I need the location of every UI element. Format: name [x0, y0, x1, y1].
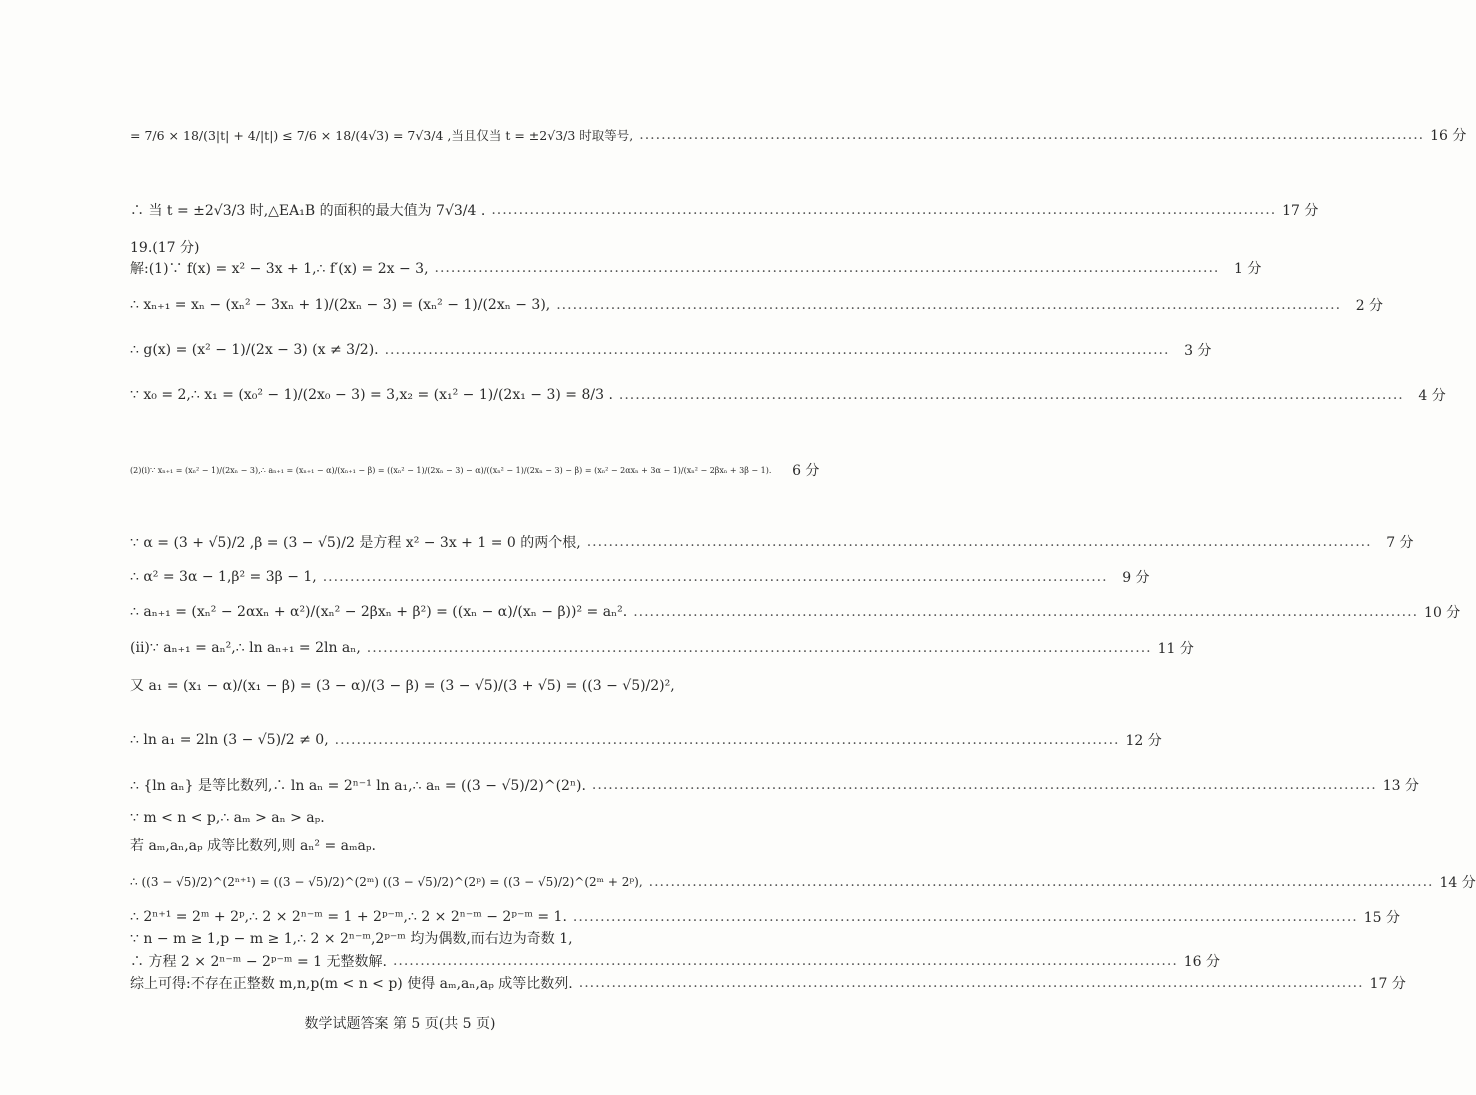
- solution-line: [130, 835, 700, 855]
- leader-dots: [335, 732, 1120, 748]
- solution-line: [130, 675, 700, 695]
- leader-dots: [491, 202, 1276, 218]
- solution-line-expression: ∵ m < n < p,∴ aₘ > aₙ > aₚ.: [130, 810, 325, 826]
- solution-line-expression: ∴ α² = 3α − 1,β² = 3β − 1,: [130, 569, 317, 585]
- leader-dots: [367, 640, 1152, 656]
- leader-dots: [587, 534, 1372, 550]
- score-label: 12 分: [1125, 733, 1162, 749]
- solution-line-expression: ∴ {ln aₙ} 是等比数列,∴ ln aₙ = 2ⁿ⁻¹ ln a₁,∴ aₙ = ((3 − √5)/2)^(2ⁿ).: [130, 778, 586, 794]
- score-label: 3 分: [1184, 343, 1212, 359]
- solution-line-expression: 19.(17 分): [130, 240, 200, 256]
- solution-line: [130, 567, 1150, 587]
- solution-line: [130, 460, 820, 480]
- solution-line: [130, 237, 700, 257]
- score-label: 1 分: [1234, 261, 1262, 277]
- solution-line-expression: ∴ 2ⁿ⁺¹ = 2ᵐ + 2ᵖ,∴ 2 × 2ⁿ⁻ᵐ = 1 + 2ᵖ⁻ᵐ,∴ 2 × 2ⁿ⁻ᵐ − 2ᵖ⁻ᵐ = 1.: [130, 909, 567, 925]
- score-label: 9 分: [1122, 570, 1150, 586]
- solution-line: [130, 532, 1414, 552]
- leader-dots: [393, 953, 1178, 969]
- leader-dots: [649, 874, 1434, 890]
- solution-line: [130, 200, 1319, 220]
- solution-line-expression: = 7/6 × 18/(3|t| + 4/|t|) ≤ 7/6 × 18/(4√3) = 7√3/4 ,当且仅当 t = ±2√3/3 时取等号,: [130, 128, 634, 143]
- score-label: 15 分: [1363, 910, 1400, 926]
- page-footer: 数学试题答案 第 5 页(共 5 页): [304, 1016, 496, 1032]
- solution-line-expression: ∴ 方程 2 × 2ⁿ⁻ᵐ − 2ᵖ⁻ᵐ = 1 无整数解.: [130, 954, 387, 970]
- solution-line-expression: ∴ ln a₁ = 2ln (3 − √5)/2 ≠ 0,: [130, 732, 329, 748]
- solution-line: [130, 295, 1384, 315]
- score-label: 10 分: [1424, 605, 1461, 621]
- solution-line-expression: 若 aₘ,aₙ,aₚ 成等比数列,则 aₙ² = aₘaₚ.: [130, 838, 376, 854]
- solution-line: [130, 810, 700, 826]
- solution-line: [130, 928, 700, 948]
- leader-dots: [579, 975, 1364, 991]
- solution-line-expression: ∴ 当 t = ±2√3/3 时,△EA₁B 的面积的最大值为 7√3/4 .: [130, 203, 486, 219]
- leader-dots: [619, 387, 1404, 403]
- solution-line-expression: ∴ xₙ₊₁ = xₙ − (xₙ² − 3xₙ + 1)/(2xₙ − 3) = (xₙ² − 1)/(2xₙ − 3),: [130, 297, 551, 313]
- leader-dots: [639, 127, 1424, 143]
- leader-dots: [435, 260, 1220, 276]
- score-label: 17 分: [1369, 976, 1406, 992]
- solution-line: [130, 973, 1406, 993]
- leader-dots: [323, 569, 1108, 585]
- solution-line: [130, 602, 1461, 622]
- score-label: 14 分: [1439, 875, 1476, 891]
- score-label: 13 分: [1382, 778, 1420, 794]
- score-label: 17 分: [1282, 203, 1319, 219]
- solution-line: [130, 258, 1262, 278]
- solution-line-expression: (2)(i)∵ xₙ₊₁ = (xₙ² − 1)/(2xₙ − 3),∴ aₙ₊₁ = (xₙ₊₁ − α)/(xₙ₊₁ − β) = ((xₙ² − 1)/(2xₙ − 3) − α)/((xₙ² − 1)/(2xₙ − 3) − β) = (xₙ² − 2αxₙ + 3α − 1)/(xₙ² − 2βxₙ + 3β − 1).: [130, 465, 772, 475]
- score-label: 4 分: [1418, 388, 1446, 404]
- solution-line-expression: ∵ α = (3 + √5)/2 ,β = (3 − √5)/2 是方程 x² − 3x + 1 = 0 的两个根,: [130, 535, 581, 551]
- solution-line-expression: ∵ x₀ = 2,∴ x₁ = (x₀² − 1)/(2x₀ − 3) = 3,x₂ = (x₁² − 1)/(2x₁ − 3) = 8/3 .: [130, 387, 613, 403]
- solution-line: [130, 907, 1400, 927]
- score-label: 16 分: [1430, 128, 1467, 144]
- solution-line-expression: ∴ ((3 − √5)/2)^(2ⁿ⁺¹) = ((3 − √5)/2)^(2ᵐ) ((3 − √5)/2)^(2ᵖ) = ((3 − √5)/2)^(2ᵐ + 2ᵖ),: [130, 875, 643, 889]
- solution-line-expression: ∴ aₙ₊₁ = (xₙ² − 2αxₙ + α²)/(xₙ² − 2βxₙ + β²) = ((xₙ − α)/(xₙ − β))² = aₙ².: [130, 604, 628, 620]
- solution-line: [130, 775, 1420, 795]
- leader-dots: [573, 909, 1358, 925]
- solution-line: [130, 385, 1446, 405]
- solution-line: [130, 872, 1476, 892]
- solution-line: [130, 951, 1221, 971]
- solution-line-expression: 解:(1)∵ f(x) = x² − 3x + 1,∴ f′(x) = 2x − 3,: [130, 261, 429, 277]
- score-label: 16 分: [1183, 954, 1221, 970]
- leader-dots: [556, 297, 1341, 313]
- leader-dots: [385, 342, 1170, 358]
- leader-dots: [592, 777, 1377, 793]
- solution-line-expression: 又 a₁ = (x₁ − α)/(x₁ − β) = (3 − α)/(3 − β) = (3 − √5)/(3 + √5) = ((3 − √5)/2)²,: [130, 678, 675, 694]
- score-label: 7 分: [1386, 535, 1414, 551]
- solution-line-expression: 综上可得:不存在正整数 m,n,p(m < n < p) 使得 aₘ,aₙ,aₚ 成等比数列.: [130, 976, 573, 992]
- solution-line: [130, 638, 1194, 658]
- solution-line: [130, 340, 1212, 360]
- leader-dots: [633, 604, 1418, 620]
- solution-line-expression: (ii)∵ aₙ₊₁ = aₙ²,∴ ln aₙ₊₁ = 2ln aₙ,: [130, 640, 361, 656]
- score-label: 6 分: [792, 463, 820, 479]
- solution-line: [130, 125, 1467, 145]
- score-label: 2 分: [1355, 298, 1384, 314]
- solution-line-expression: ∵ n − m ≥ 1,p − m ≥ 1,∴ 2 × 2ⁿ⁻ᵐ,2ᵖ⁻ᵐ 均为偶数,而右边为奇数 1,: [130, 931, 573, 947]
- solution-line: [130, 730, 1162, 750]
- score-label: 11 分: [1157, 641, 1194, 657]
- solution-line-expression: ∴ g(x) = (x² − 1)/(2x − 3) (x ≠ 3/2).: [130, 342, 379, 358]
